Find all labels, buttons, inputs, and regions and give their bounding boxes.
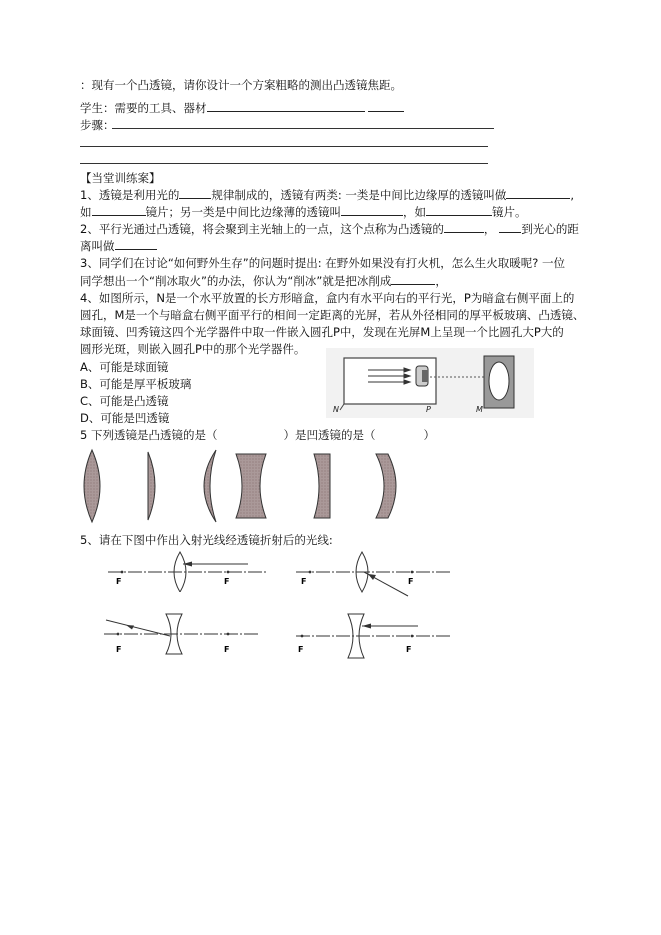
q4-option-a: A、可能是球面镜: [80, 360, 169, 374]
q4-line-2: 圆孔，M是一个与暗盒右侧平面平行的相间一定距离的光屏，若从外径相同的厚平板玻璃、凸透镜、: [80, 308, 585, 322]
q1-line-1: 1、透镜是利用光的 规律制成的，透镜有两类: 一类是中间比边缘厚的透镜叫做 ,: [80, 188, 575, 202]
q2-blank-3: [115, 237, 157, 250]
q2-text-c: 到光心的距: [521, 222, 579, 236]
q3-line-2: [80, 272, 447, 289]
q4-option-c: C、可能是凸透镜: [80, 394, 169, 408]
q1-blank-2: [506, 186, 570, 199]
q2-blank-2: [499, 220, 521, 233]
intro-task: ：现有一个凸透镜，请你设计一个方案粗略的测出凸透镜焦距。: [80, 78, 402, 92]
lens-shapes-figure: [78, 446, 418, 526]
q1-text-f: 镜片。: [492, 205, 527, 219]
label-n: N: [333, 405, 339, 414]
focal-label: F: [298, 645, 304, 654]
steps-rule-3: [80, 163, 488, 164]
ray-diagram-1: [108, 550, 268, 592]
focal-label: F: [116, 577, 122, 586]
q3-line-1: 3、同学们在讨论“如何野外生存”的问题时提出: 在野外如果没有打火机，怎么生火取暖呢? 一位: [80, 256, 566, 270]
q6-text: 5、请在下图中作出入射光线经透镜折射后的光线:: [80, 533, 333, 547]
lens-meniscus-concave: [376, 454, 396, 518]
q1-text-c: 如: [80, 205, 92, 219]
q1-blank-5: [426, 203, 492, 216]
tools-label: 学生：需要的工具、器材: [80, 101, 207, 115]
q3-blank: [391, 272, 435, 285]
label-p: P: [426, 405, 431, 414]
focal-label: F: [408, 577, 414, 586]
q4-option-b: B、可能是厚平板玻璃: [80, 377, 192, 391]
lens-plano-concave: [314, 454, 330, 518]
steps-label: 步骤：: [80, 118, 115, 132]
q1-text-a: 1、透镜是利用光的: [80, 188, 180, 202]
q5-text-a: 5 下列透镜是凸透镜的是（: [80, 428, 218, 442]
q1-blank-1: [179, 186, 211, 199]
q3-text-b: ，: [435, 274, 447, 288]
q2-line-1: [80, 220, 579, 237]
q1-blank-3: [92, 203, 146, 216]
q2-text-b: ，: [483, 222, 496, 236]
q1-text-e: ，如: [403, 205, 426, 219]
focal-label: F: [224, 577, 230, 586]
q5-text-b: ）是凹透镜的是（: [283, 428, 376, 442]
lens-biconvex: [84, 450, 100, 522]
tools-line: [80, 99, 404, 116]
q1-line-2: [80, 203, 527, 220]
q1-blank-4: [341, 203, 403, 216]
lens-biconcave: [236, 454, 266, 518]
q4-line-4: 圆形光斑，则嵌入圆孔P中的那个光学器件。: [80, 342, 306, 356]
q4-option-d: D、可能是凹透镜: [80, 411, 170, 425]
q2-text-d: 离叫做: [80, 239, 115, 253]
steps-line: [80, 117, 115, 133]
lens-meniscus-convex: [204, 450, 216, 522]
focal-label: F: [224, 645, 230, 654]
q2-line-2: [80, 237, 157, 254]
q4-line-1: 4、如图所示，N是一个水平放置的长方形暗盒，盒内有水平向右的平行光，P为暗盒右侧平面上的: [80, 291, 575, 305]
dark-box-figure: [326, 348, 534, 418]
q5-text-c: ）: [423, 428, 435, 442]
focal-label: F: [406, 645, 412, 654]
tools-blank-2: [368, 99, 404, 112]
q5-line: [80, 427, 435, 443]
ray-diagram-2: [296, 550, 456, 600]
parallel-light-rays: [368, 368, 410, 384]
ray-diagram-3: [104, 612, 264, 660]
section-title: 【当堂训练案】: [80, 171, 161, 185]
steps-rule-1: [112, 128, 494, 129]
label-m: M: [476, 405, 483, 414]
light-spot: [489, 362, 509, 400]
q3-text-a: 同学想出一个“削冰取火”的办法，你认为“削冰”就是把冰削成: [80, 274, 392, 288]
q1-text-d: 镜片；另一类是中间比边缘薄的透镜叫: [145, 205, 341, 219]
q1-text-b: 规律制成的，透镜有两类: 一类是中间比边缘厚的透镜叫做: [211, 188, 507, 202]
steps-rule-2: [80, 146, 488, 147]
focal-label: F: [116, 645, 122, 654]
q4-line-3: 球面镜、凹秀镜这四个光学器件中取一件嵌入圆孔P中，发现在光屏M上呈现一个比圆孔大P大的: [80, 325, 564, 339]
ray-diagram-4: [296, 612, 456, 660]
focal-label: F: [301, 577, 307, 586]
lens-plano-convex: [148, 452, 155, 520]
tools-blank: [207, 99, 365, 112]
q2-text-a: 2、平行光通过凸透镜，将会聚到主光轴上的一点，这个点称为凸透镜的: [80, 222, 444, 236]
q2-blank-1: [444, 220, 484, 233]
